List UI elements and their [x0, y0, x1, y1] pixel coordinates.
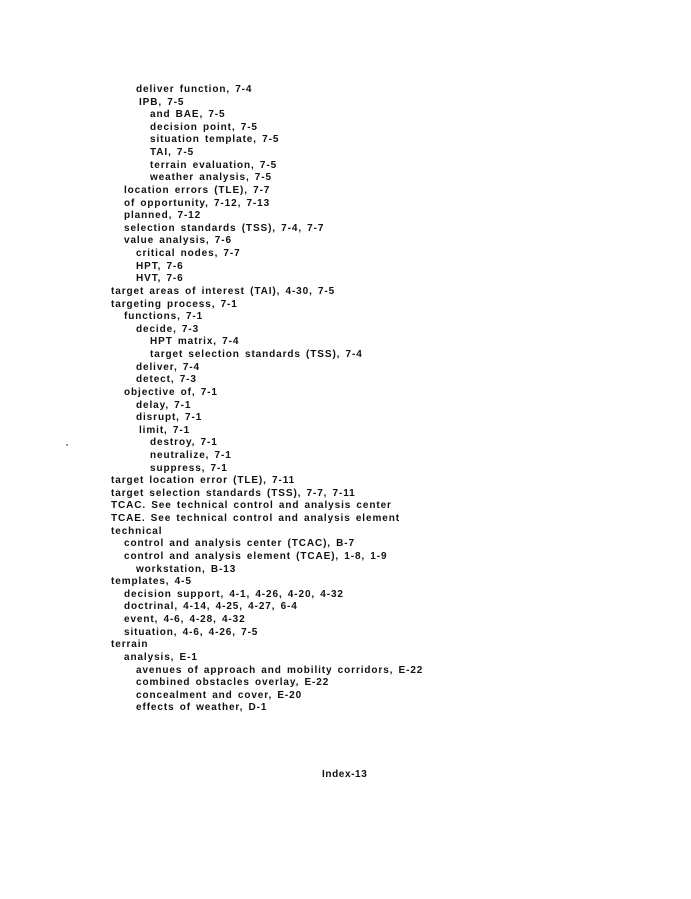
index-entry-level-1: functions, 7-1 — [124, 311, 204, 323]
index-entry-level-1: selection standards (TSS), 7-4, 7-7 — [124, 222, 325, 234]
index-entry-level-2: HPT, 7-6 — [136, 260, 184, 272]
index-entry-level-1: location errors (TLE), 7-7 — [124, 184, 271, 196]
index-entry-level-3: target selection standards (TSS), 7-4 — [150, 349, 363, 361]
index-entry-level-2: IPB, 7-5 — [139, 96, 185, 108]
index-entry-level-1: doctrinal, 4-14, 4-25, 4-27, 6-4 — [124, 601, 298, 613]
index-entry-level-0: technical — [111, 525, 163, 537]
index-entry-level-2: avenues of approach and mobility corridors, E-22 — [136, 664, 424, 676]
index-entry-level-1: of opportunity, 7-12, 7-13 — [124, 197, 271, 209]
index-entry-level-2: deliver function, 7-4 — [136, 84, 253, 95]
index-entry-level-2: HVT, 7-6 — [136, 273, 184, 285]
index-entry-level-2: deliver, 7-4 — [136, 361, 200, 373]
index-entry-level-2: disrupt, 7-1 — [136, 412, 203, 424]
index-entry-level-2: limit, 7-1 — [139, 424, 191, 436]
index-entry-level-2: effects of weather, D-1 — [136, 702, 268, 714]
index-entry-level-3: and BAE, 7-5 — [150, 109, 226, 121]
index-entry-level-3: neutralize, 7-1 — [150, 449, 232, 461]
index-entry-level-3: situation template, 7-5 — [150, 134, 280, 146]
index-entry-level-2: combined obstacles overlay, E-22 — [136, 677, 330, 689]
index-entry-level-0: TCAC. See technical control and analysis center — [111, 500, 392, 512]
index-entry-level-1: control and analysis center (TCAC), B-7 — [124, 538, 355, 550]
index-entry-level-1: planned, 7-12 — [124, 210, 202, 222]
index-entry-level-3: suppress, 7-1 — [150, 462, 228, 474]
index-entry-level-3: weather analysis, 7-5 — [150, 172, 272, 184]
index-entry-level-0: templates, 4-5 — [111, 576, 192, 588]
index-entry-level-1: decision support, 4-1, 4-26, 4-20, 4-32 — [124, 588, 344, 600]
stray-dot-mark — [66, 444, 68, 446]
index-entry-level-1: analysis, E-1 — [124, 651, 198, 663]
index-entry-level-2: critical nodes, 7-7 — [136, 248, 241, 260]
index-entry-level-3: TAI, 7-5 — [150, 147, 195, 159]
index-entry-level-3: terrain evaluation, 7-5 — [150, 159, 278, 171]
index-entry-level-3: destroy, 7-1 — [150, 437, 218, 449]
index-entry-level-1: situation, 4-6, 4-26, 7-5 — [124, 626, 259, 638]
index-entry-level-1: control and analysis element (TCAE), 1-8, 1-9 — [124, 550, 388, 562]
index-entry-level-1: objective of, 7-1 — [124, 386, 218, 398]
index-entry-level-0: targeting process, 7-1 — [111, 298, 238, 310]
index-entry-level-0: target areas of interest (TAI), 4-30, 7-5 — [111, 285, 336, 297]
index-entry-level-0: terrain — [111, 639, 149, 651]
page-number: Index-13 — [322, 769, 368, 780]
index-entry-level-1: value analysis, 7-6 — [124, 235, 232, 247]
index-entry-level-0: target selection standards (TSS), 7-7, 7-11 — [111, 487, 356, 499]
index-entry-level-2: delay, 7-1 — [136, 399, 192, 411]
index-entry-level-0: TCAE. See technical control and analysis element — [111, 513, 400, 525]
index-entry-level-2: decide, 7-3 — [136, 323, 200, 335]
index-entry-level-2: concealment and cover, E-20 — [136, 689, 303, 701]
index-entry-level-2: detect, 7-3 — [136, 374, 197, 386]
index-entry-level-3: decision point, 7-5 — [150, 121, 258, 133]
index-entry-level-1: event, 4-6, 4-28, 4-32 — [124, 614, 246, 626]
index-entry-level-0: target location error (TLE), 7-11 — [111, 475, 296, 487]
index-entry-level-3: HPT matrix, 7-4 — [150, 336, 240, 348]
index-entry-level-2: workstation, B-13 — [136, 563, 237, 575]
